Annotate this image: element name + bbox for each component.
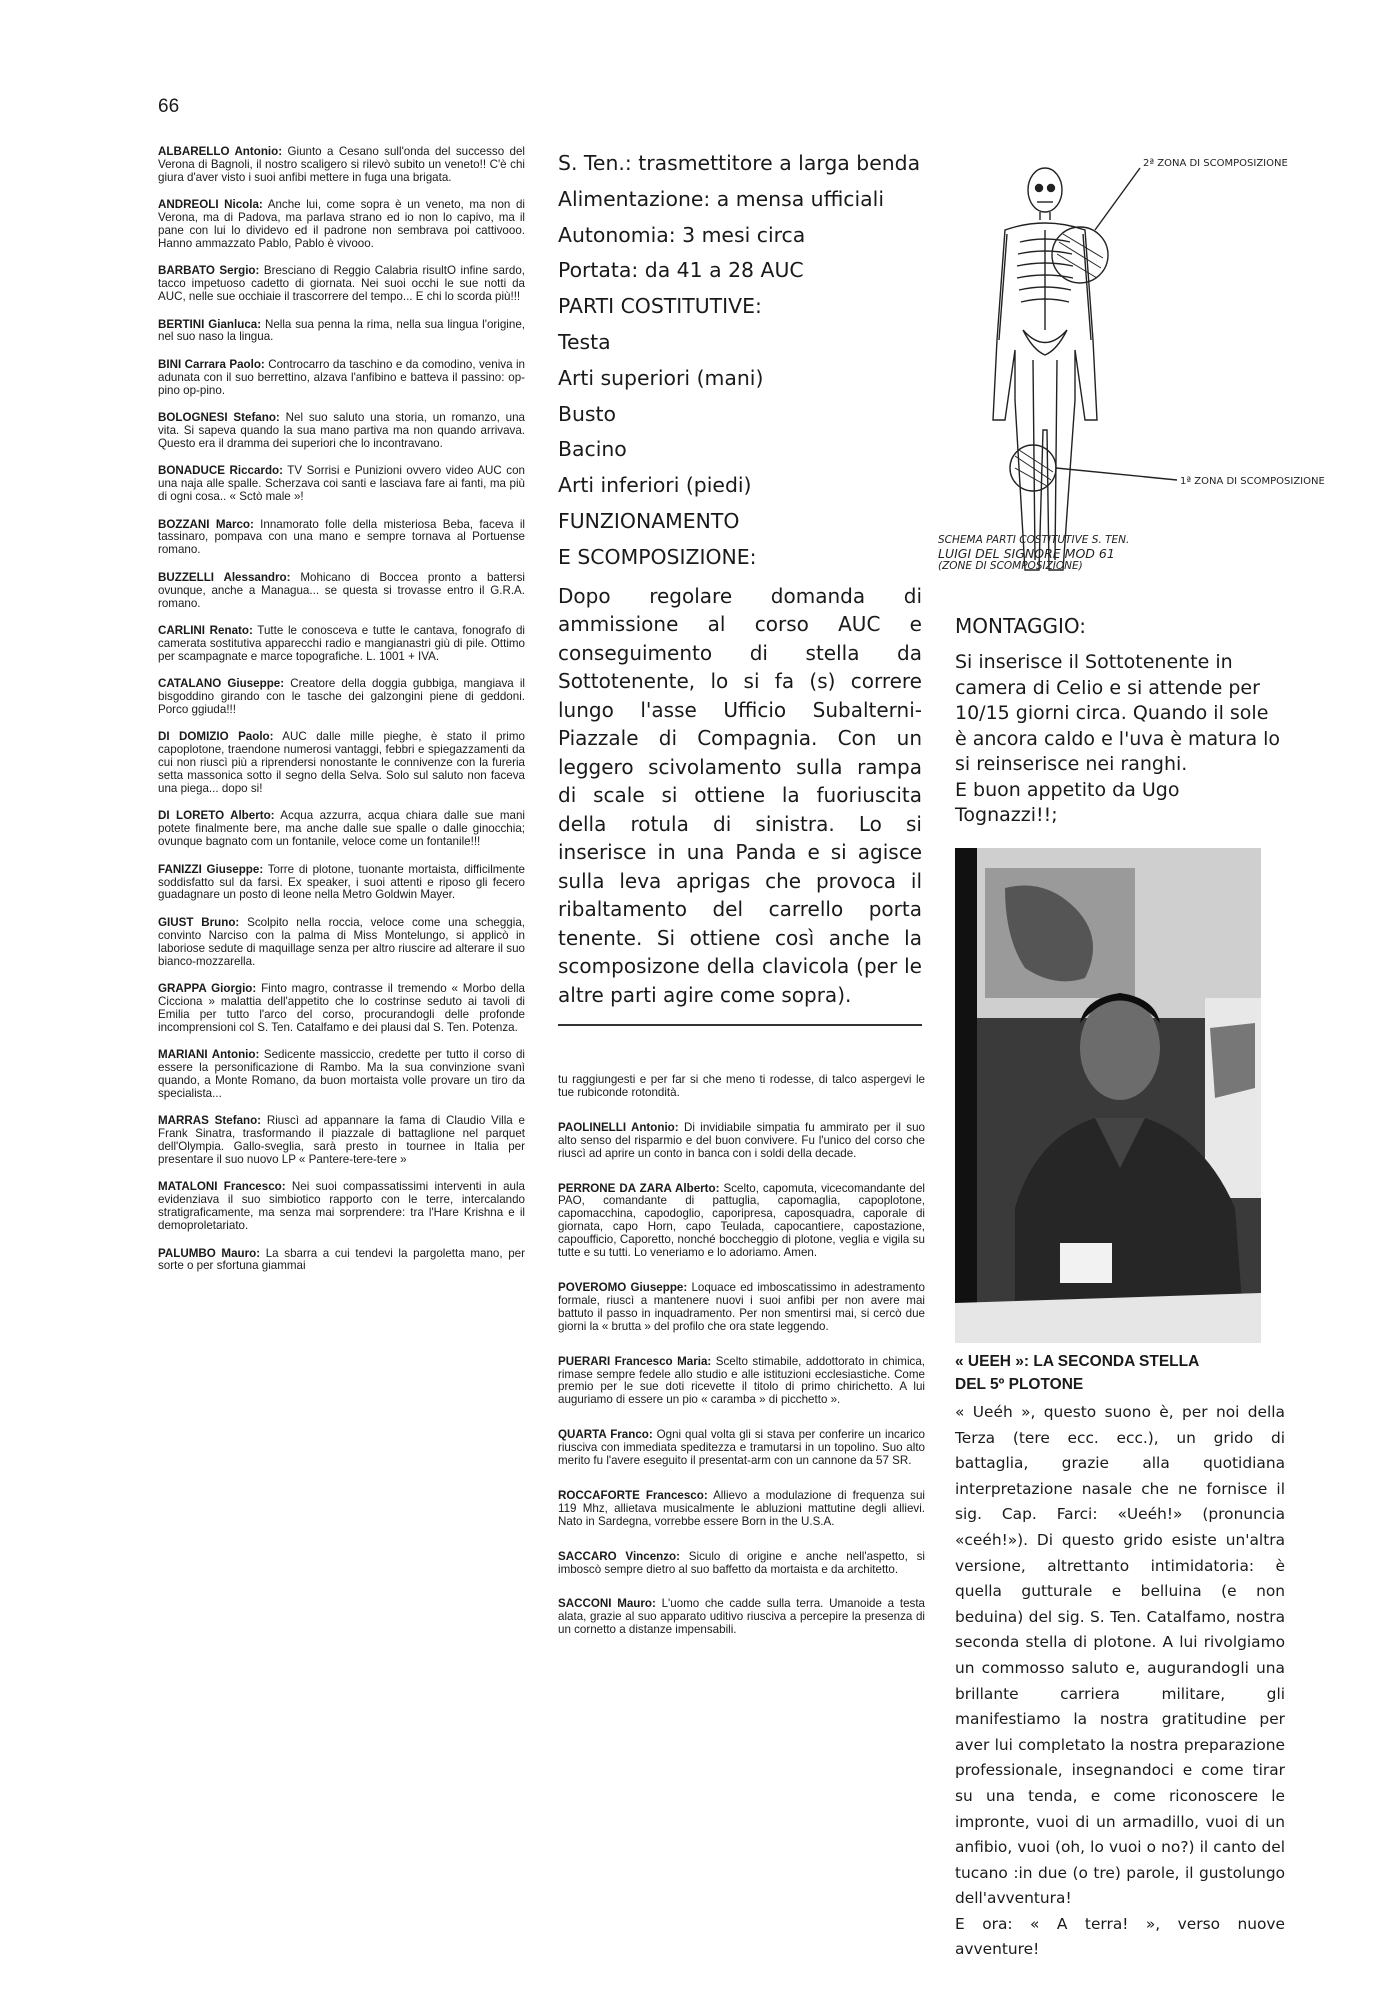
bio-name: BONADUCE Riccardo: (158, 464, 283, 478)
bio-text: Di invidiabile simpatia fu ammirato per il suo alto senso del risparmio e del buon convivere. Fu l'unico del corso che riuscì ad aprire un conto in banca con i soldi della decade. (558, 1120, 926, 1160)
bio-entry (158, 572, 525, 611)
portrait-illustration (955, 848, 1261, 1343)
bio-entry (558, 1356, 925, 1408)
bio-entry (158, 1115, 525, 1167)
bio-text: Creatore della doggia gubbiga, mangiava il bisgoddino girando con le tasche dei galzongini piene di geddoni. Porco ggiuda!!! (158, 677, 525, 716)
spec-line: S. Ten.: trasmettitore a larga benda (558, 151, 921, 175)
bio-entry (158, 1049, 525, 1101)
bio-name: SACCARO Vincenzo: (558, 1549, 680, 1563)
bio-entry (558, 1183, 925, 1260)
bio-name: SACCONI Mauro: (558, 1597, 656, 1611)
bio-entry (558, 1122, 925, 1161)
page-number: 66 (158, 96, 180, 117)
bio-entry (158, 519, 525, 558)
bio-text: Finto magro, contrasse il tremendo « Morbo della Cicciona » malattia dell'appetito che lo costrinse seduto ai tavoli di Emilia per tutto l'arco del corso, procurandogli delle profonde incomprensioni col S. Ten. Catalfamo e dei plausi dal S. Ten. Potenza. (158, 982, 525, 1034)
bio-entry (158, 983, 525, 1035)
bio-text: Tutte le conosceva e tutte le cantava, fonografo di camerata sostitutiva apparecchi radio e mangianastri giù di pile. Ottimo per scampagnate e marce topografiche. L. 1001 + IVA. (158, 623, 526, 663)
bio-name: CARLINI Renato: (158, 623, 253, 637)
bio-text: Allievo a modulazione di frequenza sui 119 Mhz, allietava musicalmente le abluzioni mattutine degli allievi. Nato in Sardegna, vorrebbe essere Born in the U.S.A. (558, 1488, 925, 1528)
bio-entry (158, 625, 525, 664)
bio-name: GRAPPA Giorgio: (158, 982, 257, 995)
spec-line: E SCOMPOSIZIONE: (558, 544, 757, 569)
spec-line: PARTI COSTITUTIVE: (558, 294, 762, 319)
bio-name: ROCCAFORTE Francesco: (558, 1488, 708, 1502)
bio-entry (158, 678, 525, 717)
bio-entry (158, 810, 525, 849)
portrait-photo (955, 848, 1261, 1343)
bio-text: L'uomo che cadde sulla terra. Umanoide a testa alata, grazie al suo apparato uditivo riusciva a percepire la presenza di un cornetto a distanze impensabili. (558, 1597, 925, 1637)
spec-line: FUNZIONAMENTO (558, 508, 740, 533)
spec-line: Alimentazione: a mensa ufficiali (558, 186, 885, 211)
bio-entry (158, 917, 525, 969)
bio-text: AUC dalle mille pieghe, è stato il primo capoplotone, traendone numerosi vantaggi, febbri e spiegazzamenti da cui non riuscì più a riprendersi nonostante le connivenze con la fureria setta massonica sotto il segno della Selva. Solo sul saluto non faceva una piega... dopo si! (158, 730, 525, 796)
bio-name: GIUST Bruno: (158, 915, 240, 929)
montaggio-heading: MONTAGGIO: (955, 614, 1086, 638)
bio-text: Bresciano di Reggio Calabria risultO infine sardo, tacco impetuoso cadetto di giornata. Nei suoi occhi le sue notti da AUC, nelle sue occhiaie il trascorrere del tempo... E chi lo scorda più!!! (158, 264, 525, 304)
bio-text: Sedicente massiccio, credette per tutto il corso di essere la personificazione di Rambo. Ma la sua convinzione svanì quando, a Monte Romano, da buon mortaista volle provare un tiro da specialista... (158, 1048, 525, 1100)
bio-entry (558, 1551, 925, 1577)
bio-entry (158, 1248, 525, 1274)
bio-name: PAOLINELLI Antonio: (558, 1120, 679, 1134)
bio-name: BINI Carrara Paolo: (158, 357, 265, 371)
bio-entry (558, 1490, 925, 1529)
bio-name: PERRONE DA ZARA Alberto: (558, 1181, 720, 1195)
bio-entry (158, 731, 525, 796)
bio-name: BARBATO Sergio: (158, 264, 260, 278)
bio-entry (158, 465, 525, 504)
bio-name: FANIZZI Giuseppe: (158, 862, 264, 876)
montaggio-body: Si inserisce il Sottotenente in camera di Celio e si attende per 10/15 giorni circa. Quando il sole è ancora caldo e l'uva è matura lo si reinserisce nei ranghi. (955, 651, 1281, 775)
bio-text: Nei suoi compassatissimi interventi in aula evidenziava il suo simbiotico rapporto con le terre, intercalando stratigraficamente, ma senza mai sorprendere: tra l'Hare Krishna e il demoproletariato. (158, 1180, 525, 1233)
bio-text: Nella sua penna la rima, nella sua lingua l'origine, nel suo naso la lingua. (158, 317, 525, 344)
bio-entry (558, 1074, 925, 1100)
spec-line: Bacino (558, 437, 627, 462)
bio-name: POVEROMO Giuseppe: (558, 1280, 688, 1294)
spec-lines (558, 146, 922, 576)
bio-entry (558, 1598, 925, 1637)
bio-text: Giunto a Cesano sull'onda del successo del Verona di Bagnoli, il nostro scaligero si rilevò subito un veneto!! C'è chi giura d'aver visto i suoi anfibi mettere in fuga una brigata. (158, 145, 526, 184)
skeleton-diagram (935, 150, 1325, 590)
spec-line: Busto (558, 401, 617, 426)
montaggio-closing: E buon appetito da Ugo Tognazzi!!; (955, 778, 1180, 826)
spec-line: Arti superiori (mani) (558, 365, 764, 390)
bio-name: BOZZANI Marco: (158, 517, 254, 531)
montaggio-text (955, 650, 1285, 829)
caption-line-2: LUIGI DEL SIGNORE MOD 61 (938, 546, 1115, 561)
bio-entry (158, 146, 525, 185)
bio-name: QUARTA Franco: (558, 1428, 653, 1442)
bio-text: Controcarro da taschino e da comodino, veniva in adunata con il suo berrettino, alzava l'anfibino e batteva il passino: op-pino op-pino. (158, 357, 525, 397)
bio-name: BERTINI Gianluca: (158, 317, 262, 331)
skeleton-illustration (935, 150, 1325, 590)
bio-name: PUERARI Francesco Maria: (558, 1354, 712, 1368)
bio-entry (158, 864, 525, 903)
article-body (955, 1400, 1285, 1963)
bios-column-middle (558, 1074, 925, 1659)
bio-entry (158, 1181, 525, 1233)
bio-entry (158, 265, 525, 304)
spec-line: Testa (558, 329, 611, 354)
bio-name: PALUMBO Mauro: (158, 1246, 261, 1260)
bio-text: Riuscì ad appannare la fama di Claudio Villa e Frank Sinatra, trasformando il piazzale di battaglione nel parquet dell'Olympia. Gallo-sveglia, sarà presto in tournee in Italia per presentare il suo nuovo LP « Pantere-tere-tere » (158, 1114, 525, 1166)
bio-entry (158, 359, 525, 398)
bio-text: Acqua azzurra, acqua chiara dalle sue mani potete finalmente bere, ma anche dalle sue spalle o dalle ginocchia; ovunque bagnato com un fontanile, veloce come un fontanile!!! (158, 809, 525, 849)
bio-text: La sbarra a cui tendevi la pargoletta mano, per sorte o per sfortuna giammai (158, 1246, 525, 1273)
bio-name: ANDREOLI Nicola: (158, 198, 263, 212)
bios-column-left (158, 146, 525, 1288)
bio-entry (558, 1282, 925, 1334)
funzionamento-text: Dopo regolare domanda di ammissione al corso AUC e conseguimento di stella da Sottotenente, lo si fa (s) correre lungo l'asse Ufficio Subalterni-Piazzale di Compagnia. Con un leggero scivolamento sulla rampa di scale si ottiene la fuoriuscita della rotula di sinistra. Lo si inserisce in una Panda e si agisce sulla leva aprigas che provoca il ribaltamento del carrello porta tenente. Si ottiene così anche la scomposizone della clavicola (per le altre parti agire come sopra). (558, 583, 922, 1007)
spec-line: Autonomia: 3 mesi circa (558, 222, 806, 247)
caption-line-3: (ZONE DI SCOMPOSIZIONE) (938, 560, 1083, 572)
bio-text: Loquace ed imboscatissimo in adestramento formale, riuscì a mantenere nuovi i suoi anfibi per non avere mai battuto il passo in inquadramento. Per non smentirsi mai, si cercò due giorni la « brutta » del profilo che ora state leggendo. (558, 1280, 925, 1333)
bio-name: MARRAS Stefano: (158, 1114, 262, 1128)
bio-text: Mohicano di Boccea pronto a battersi ovunque, anche a Managua... se questa si trovasse entro il G.R.A. romano. (158, 570, 525, 610)
bio-name: CATALANO Giuseppe: (158, 677, 285, 691)
caption-line-1: SCHEMA PARTI COSTITUTIVE S. TEN. (938, 534, 1130, 546)
spec-sheet (558, 146, 922, 1009)
section-divider (558, 1024, 922, 1026)
bio-text: Scelto, capomuta, vicecomandante del PAO, comandante di pattuglia, capomaglia, capoplotone, capomacchina, capodoglio, caporipresa, caposquadra, caporale di giornata, capo Horn, capo Teulada, capocantiere, capostazione, capoufficio, Caporetto, nonché boccheggio di plotone, veglia e vigila su tutte e su tutti. Lo veneriamo e lo adoriamo. Amen. (558, 1181, 925, 1260)
diagram-caption (938, 534, 1129, 573)
bio-text: TV Sorrisi e Punizioni ovvero video AUC con una naja alle spalle. Scherzava coi santi e lasciava fare ai fanti, ma più di ogni cosa.. « Sctò male »! (158, 464, 525, 504)
bio-name: DI LORETO Alberto: (158, 809, 275, 823)
bio-text: Scolpito nella roccia, veloce come una scheggia, convinto Narciso con la palma di Miss Montelungo, si applicò in laboriose sedute di maquillage senza per altro riuscire ad alterare il suo bianco-mozzarella. (158, 915, 525, 968)
bio-entry (158, 412, 525, 451)
bio-text: tu raggiungesti e per far si che meno ti rodesse, di talco aspergevi le tue rubiconde rotondità. (558, 1073, 925, 1099)
bio-text: Nel suo saluto una storia, un romanzo, una vita. Si sapeva quando la sua mano partiva ma non quando arrivava. Questo era il dramma dei superiori che lo incontravano. (158, 411, 525, 450)
bio-entry (158, 199, 525, 251)
bio-name: ALBARELLO Antonio: (158, 145, 283, 158)
article-text: « Ueéh », questo suono è, per noi della Terza (tere ecc. ecc.), un grido di battaglia, grazie alla quotidiana interpretazione nasale che ne fornisce il sig. Cap. Farci: «Ueéh!» (pronuncia «ceéh!»). Di questo grido esiste un'altra versione, altrettanto intimidatoria: è quella gutturale e belluina (e non beduina) del sig. S. Ten. Catalfamo, nostra seconda stella di plotone. A lui rivolgiamo un commosso saluto e, augurandogli una brillante carriera militare, gli manifestiamo la nostra gratitudine per aver lui completato la nostra preparazione professionale, insegnandoci e come tirar su una tenda, e come riconoscere le impronte, vuoi di un armadillo, vuoi di un anfibio, vuoi (oh, lo vuoi o no?) il canto del tucano :in due (o tre) parole, il gustolungo dell'avventura! (955, 1403, 1285, 1908)
article-title-line-2: DEL 5º PLOTONE (955, 1376, 1084, 1393)
spec-line: Arti inferiori (piedi) (558, 473, 752, 498)
article-title-line-1: « UEEH »: LA SECONDA STELLA (955, 1353, 1200, 1370)
label-zona-1: 1ª ZONA DI SCOMPOSIZIONE (1180, 476, 1325, 487)
article-closing: E ora: « A terra! », verso nuove avventure! (955, 1914, 1285, 1959)
article-title (955, 1350, 1285, 1396)
bio-text: Torre di plotone, tuonante mortaista, difficilmente soddisfatto sul da farsi. Ex speaker, i suoi attenti e riposo gli fecero guadagnare un posto di leone nella Metro Goldwin Mayer. (158, 862, 525, 902)
bio-name: BOLOGNESI Stefano: (158, 411, 280, 425)
bio-name: MARIANI Antonio: (158, 1048, 260, 1062)
spec-line: Portata: da 41 a 28 AUC (558, 258, 804, 283)
bio-text: Scelto stimabile, addottorato in chimica, rimase sempre fedele allo studio e alle istituzioni ecclesiastiche. Come premio per le sue doti ricevette il titolo di primo chirichetto. A lui auguriamo di essere un pio « caramba » di picchetto ». (558, 1354, 926, 1407)
bio-text: Innamorato folle della misteriosa Beba, faceva il tassinaro, pompava con una mano e sempre tornava al Portuense romano. (158, 517, 525, 557)
bio-text: Anche lui, come sopra è un veneto, ma non di Verona, ma di Padova, ma parlava strano ed io non lo capivo, ma il pane con lui lo dividevo ed il padrone non sembrava poi cattivooo. Hanno ammazzato Pablo, Pablo è vivooo. (158, 198, 525, 250)
bio-entry (158, 319, 525, 345)
bio-name: MATALONI Francesco: (158, 1180, 286, 1194)
bio-entry (558, 1429, 925, 1468)
bio-text: Ogni qual volta gli si stava per conferire un incarico riusciva con immediata speditezza e tramutarsi in un topolino. Suo alto merito fu l'avere eseguito il presentat-arm con un cannone da 57 SR. (558, 1428, 925, 1468)
bio-name: BUZZELLI Alessandro: (158, 570, 291, 584)
bio-text: Siculo di origine e anche nell'aspetto, si imboscò sempre dietro al suo baffetto da mortaista e da architetto. (558, 1549, 926, 1576)
bio-name: DI DOMIZIO Paolo: (158, 730, 274, 744)
label-zona-2: 2ª ZONA DI SCOMPOSIZIONE (1143, 158, 1288, 169)
